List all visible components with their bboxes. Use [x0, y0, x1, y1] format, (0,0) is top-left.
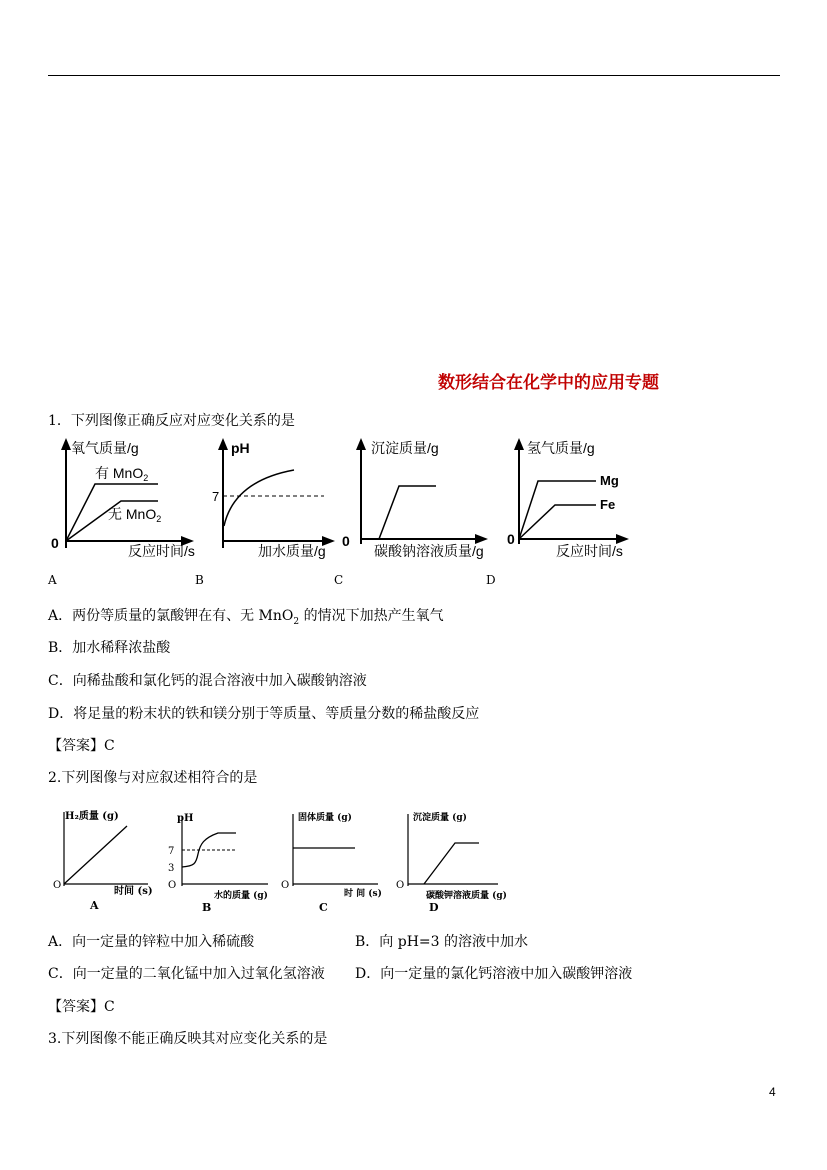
q2b-ylabel: pH: [177, 813, 194, 824]
header-rule: [48, 75, 780, 76]
q1a-lower-label: 无 MnO: [108, 506, 157, 522]
q1-option-a-pre: A．两份等质量的氯酸钾在有、无 MnO: [48, 608, 294, 624]
q2-graph-c: [281, 806, 391, 916]
q1b-xlabel: 加水质量/g: [258, 543, 326, 559]
q2-answer: 【答案】C: [48, 999, 115, 1015]
q2d-origin: O: [396, 880, 405, 891]
q1-letter-b: B: [195, 573, 204, 587]
page-number: 4: [769, 1085, 776, 1099]
q1c-origin: 0: [342, 533, 350, 549]
q2-option-b: B．向 pH=3 的溶液中加水: [355, 934, 528, 950]
q1-option-a: [48, 605, 444, 627]
q1-graph-c: [342, 436, 502, 566]
svg-text:有 MnO2: [95, 465, 148, 483]
q2d-xlabel: 碳酸钾溶液质量 (g): [426, 891, 507, 901]
q2b-tick-3: 3: [168, 863, 175, 874]
q2a-origin: O: [53, 880, 62, 891]
q2a-letter: A: [90, 899, 99, 912]
q1a-lower-sub: 2: [156, 514, 162, 524]
q2d-letter: D: [429, 901, 439, 914]
q1a-upper-label: 有 MnO: [95, 465, 144, 481]
q2c-origin: O: [281, 880, 290, 891]
q1-answer: 【答案】C: [48, 738, 115, 754]
q2-option-a: A．向一定量的锌粒中加入稀硫酸: [48, 934, 255, 950]
q2b-xlabel: 水的质量 (g): [214, 891, 268, 901]
q1-graph-b: [204, 436, 344, 566]
q1-option-d: D．将足量的粉末状的铁和镁分别于等质量、等质量分数的稀盐酸反应: [48, 706, 480, 722]
q2-graph-b: [168, 806, 278, 916]
q1-option-b: B．加水稀释浓盐酸: [48, 640, 171, 656]
q1b-ylabel: pH: [231, 440, 250, 456]
q1d-lower-label: Fe: [600, 497, 616, 512]
q2d-ylabel: 沉淀质量 (g): [413, 813, 467, 823]
q1-option-a-post: 的情况下加热产生氧气: [299, 608, 444, 624]
q2-option-d: D．向一定量的氯化钙溶液中加入碳酸钾溶液: [355, 966, 633, 982]
q2a-ylabel: H₂质量 (g): [65, 811, 119, 822]
q2b-tick-7: 7: [168, 846, 175, 857]
q1b-tick-7: 7: [212, 489, 220, 504]
q2b-origin: O: [168, 880, 177, 891]
q1-letter-d: D: [486, 573, 496, 587]
q1-graph-d: [508, 436, 638, 566]
q1c-xlabel: 碳酸钠溶液质量/g: [374, 543, 484, 559]
q1d-ylabel: 氢气质量/g: [527, 440, 595, 456]
q1-graph-a: [48, 436, 208, 566]
q1-letter-c: C: [334, 573, 344, 587]
q1d-xlabel: 反应时间/s: [556, 543, 623, 559]
q2c-xlabel: 时 间 (s): [344, 889, 382, 899]
q2-graph-a: [50, 806, 160, 916]
svg-text:无 MnO2: [108, 506, 161, 524]
q1d-origin: 0: [507, 531, 515, 547]
q1a-upper-sub: 2: [143, 473, 149, 483]
q1-stem: 1．下列图像正确反应对应变化关系的是: [48, 413, 295, 429]
q1-option-c: C．向稀盐酸和氯化钙的混合溶液中加入碳酸钠溶液: [48, 673, 367, 689]
q2b-letter: B: [202, 901, 212, 914]
q2-stem: 2.下列图像与对应叙述相符合的是: [48, 770, 258, 786]
q2-graph-d: [396, 806, 511, 916]
q2-option-c: C．向一定量的二氧化锰中加入过氧化氢溶液: [48, 966, 325, 982]
q1a-origin: 0: [51, 535, 59, 551]
q1-letter-a: A: [48, 573, 57, 587]
q1d-upper-label: Mg: [600, 473, 619, 488]
page-title: 数形结合在化学中的应用专题: [438, 373, 659, 393]
q2a-xlabel: 时间 (s): [114, 886, 153, 897]
q1a-ylabel: 氧气质量/g: [71, 440, 139, 456]
q3-stem: 3.下列图像不能正确反映其对应变化关系的是: [48, 1031, 328, 1047]
q1c-ylabel: 沉淀质量/g: [371, 440, 439, 456]
q2c-ylabel: 固体质量 (g): [298, 813, 352, 823]
q1a-xlabel: 反应时间/s: [128, 543, 195, 559]
q1-option-a-sub: 2: [293, 616, 300, 627]
q2c-letter: C: [319, 901, 328, 914]
